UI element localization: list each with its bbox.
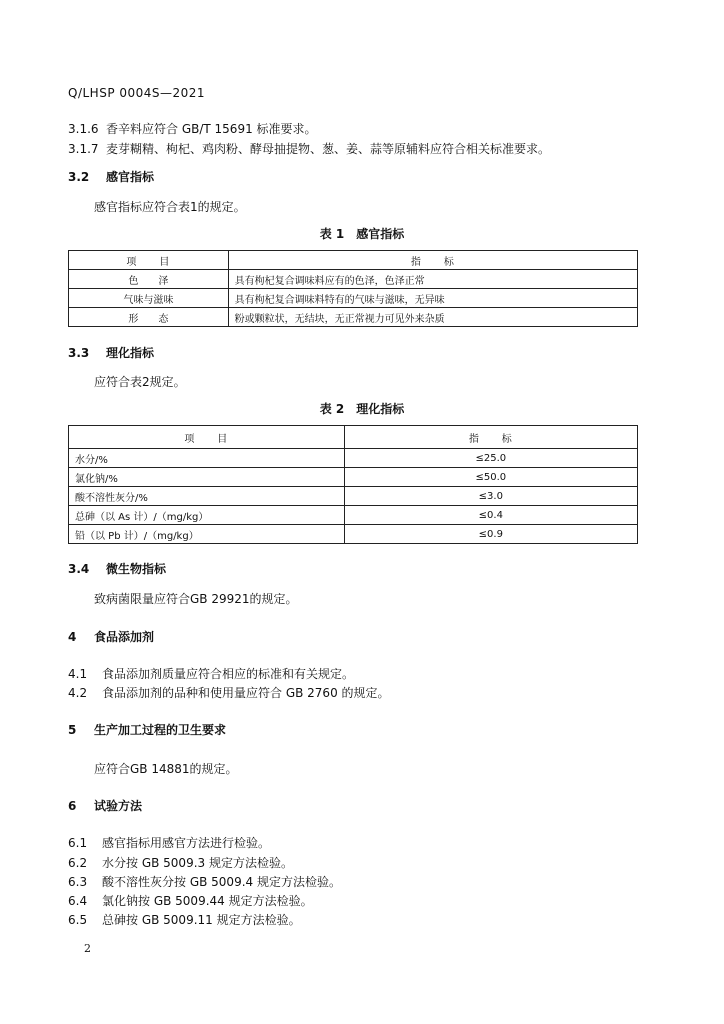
table-cell: 酸不溶性灰分/% [69,487,345,506]
table-cell: 气味与滋味 [69,289,229,308]
section-6-heading [68,797,142,814]
section-title: 生产加工过程的卫生要求 [94,723,227,737]
clause-3-1-7 [68,140,550,157]
clause-number: 4.2 [68,686,88,700]
table-row [69,308,638,327]
clause-6-2 [68,854,293,871]
clause-number: 4.1 [68,667,88,681]
table-row [69,289,638,308]
clause-6-3 [68,873,341,890]
table-cell: 铅（以 Pb 计）/（mg/kg） [69,525,345,544]
section-3-3-body: 应符合表2规定。 [94,375,186,389]
section-number: 3.3 [68,346,90,360]
section-title: 食品添加剂 [94,630,155,644]
page-number: 2 [84,942,91,955]
column-header: 指 标 [228,251,637,270]
section-3-4-heading [68,560,166,577]
column-header: 项 目 [69,426,345,449]
section-number: 3.4 [68,562,90,576]
clause-text: 水分按 GB 5009.3 规定方法检验。 [102,856,293,870]
section-5-body: 应符合GB 14881的规定。 [94,762,238,776]
clause-text: 总砷按 GB 5009.11 规定方法检验。 [102,913,301,927]
section-4-heading [68,628,154,645]
clause-4-2 [68,684,390,701]
section-title: 试验方法 [94,799,143,813]
section-title: 微生物指标 [106,562,167,576]
table-row [69,449,638,468]
table-1-caption: 表 1 感官指标 [319,227,405,241]
section-title: 理化指标 [106,346,155,360]
clause-text: 感官指标用感官方法进行检验。 [102,836,271,850]
column-header: 项 目 [69,251,229,270]
clause-text: 食品添加剂质量应符合相应的标准和有关规定。 [102,667,355,681]
table-cell: 具有枸杞复合调味料特有的气味与滋味，无异味 [228,289,637,308]
clause-3-1-6 [68,120,317,137]
clause-6-5 [68,911,301,928]
table-cell: ≤50.0 [344,468,637,487]
table-2-caption: 表 2 理化指标 [319,402,405,416]
clause-number: 6.3 [68,875,88,889]
table-header-row [69,251,638,270]
table-cell: ≤25.0 [344,449,637,468]
clause-number: 3.1.7 [68,142,99,156]
table-2 [68,425,638,544]
standard-code: Q/LHSP 0004S—2021 [68,86,206,100]
table-cell: ≤3.0 [344,487,637,506]
clause-text: 麦芽糊精、枸杞、鸡肉粉、酵母抽提物、葱、姜、蒜等原辅料应符合相关标准要求。 [106,142,551,156]
clause-text: 氯化钠按 GB 5009.44 规定方法检验。 [102,894,313,908]
table-row [69,525,638,544]
table-cell: ≤0.9 [344,525,637,544]
section-number: 4 [68,630,77,644]
clause-number: 6.1 [68,836,88,850]
table-cell: 粉或颗粒状，无结块，无正常视力可见外来杂质 [228,308,637,327]
clause-text: 食品添加剂的品种和使用量应符合 GB 2760 的规定。 [102,686,390,700]
clause-text: 香辛料应符合 GB/T 15691 标准要求。 [106,122,317,136]
table-row [69,468,638,487]
table-row [69,270,638,289]
table-row [69,506,638,525]
section-3-4-body: 致病菌限量应符合GB 29921的规定。 [94,592,298,606]
table-cell: 氯化钠/% [69,468,345,487]
section-3-2-body: 感官指标应符合表1的规定。 [94,200,246,214]
table-header-row [69,426,638,449]
section-5-heading [68,721,226,738]
table-cell: 具有枸杞复合调味料应有的色泽，色泽正常 [228,270,637,289]
section-3-2-heading [68,168,154,185]
section-number: 6 [68,799,77,813]
table-cell: 水分/% [69,449,345,468]
column-header: 指 标 [344,426,637,449]
table-1 [68,250,638,327]
section-title: 感官指标 [106,170,155,184]
table-cell: 色 泽 [69,270,229,289]
clause-text: 酸不溶性灰分按 GB 5009.4 规定方法检验。 [102,875,341,889]
table-row [69,487,638,506]
section-number: 5 [68,723,77,737]
clause-6-1 [68,834,270,851]
table-cell: ≤0.4 [344,506,637,525]
section-3-3-heading [68,344,154,361]
clause-4-1 [68,665,354,682]
table-cell: 形 态 [69,308,229,327]
clause-number: 6.4 [68,894,88,908]
clause-number: 3.1.6 [68,122,99,136]
clause-6-4 [68,892,313,909]
clause-number: 6.5 [68,913,88,927]
table-cell: 总砷（以 As 计）/（mg/kg） [69,506,345,525]
clause-number: 6.2 [68,856,88,870]
section-number: 3.2 [68,170,90,184]
